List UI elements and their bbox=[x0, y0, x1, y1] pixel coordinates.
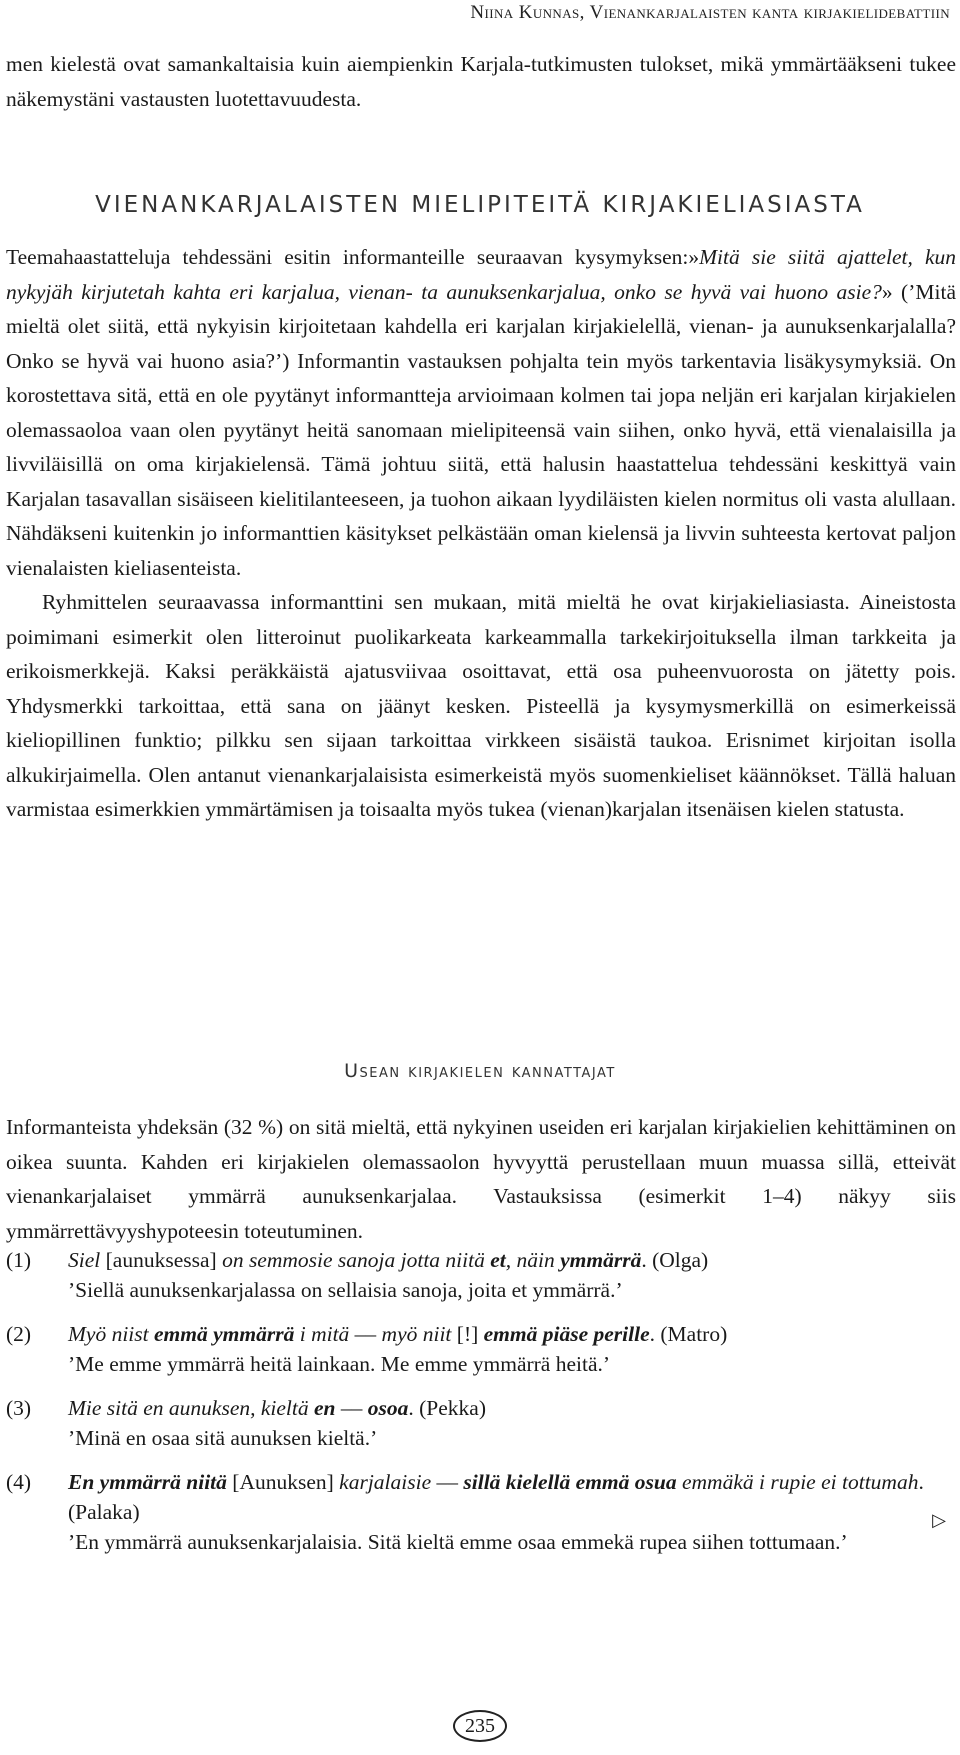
example-segment: En ymmärrä niitä bbox=[68, 1470, 227, 1494]
example-body bbox=[68, 1245, 956, 1305]
example-segment: karjalaisie –– bbox=[339, 1470, 464, 1494]
section1-paragraph-2: Ryhmittelen seuraavassa informanttini sen mukaan, mitä mieltä he ovat kirjakieliasiasta. Aineistosta poimimani esimerkit olen litteroinut puolikarkeata karkeammalla tarkekirjoituksella ilman tarkkeita ja erikoismerkkejä. Kaksi peräkkäistä ajatusviivaa osoittavat, että osa puheenvuorosta on jätetty pois. Yhdysmerkki tarkoittaa, että sana on jäänyt kesken. Pisteellä ja kysymysmerkillä on esimerkeissä kieliopillinen funktio; pilkku sen sijaan tarkoittaa virkkeen sisäistä taukoa. Erisnimet kirjoitan isolla alkukirjaimella. Olen antanut vienankarjalaisista esimerkeistä myös suomenkieliset käännökset. Tällä haluan varmistaa esimerkkien ymmärtämisen ja toisaalta myös tukea (vienan)karjalan itsenäisen kielen statusta. bbox=[6, 590, 956, 821]
example-number: (4) bbox=[6, 1470, 32, 1494]
example-segment: . (Matro) bbox=[649, 1322, 728, 1346]
section1-paragraph-1 bbox=[6, 240, 956, 585]
example-item bbox=[6, 1393, 956, 1453]
example-translation: ’Minä en osaa sitä aunuksen kieltä.’ bbox=[68, 1426, 378, 1450]
next-page-arrow-icon: ▷ bbox=[932, 1510, 946, 1530]
example-body bbox=[68, 1393, 956, 1453]
example-segment: . (Palaka) bbox=[68, 1470, 924, 1524]
question-italic: Mitä sie siitä ajattelet, kun nykyjäh kirjutetah kahta eri karjalua, vienan- ta aunuksenkarjalua, onko se hyvä vai huono asie? bbox=[6, 245, 956, 304]
example-number: (2) bbox=[6, 1322, 32, 1346]
example-segment: sillä kielellä emmä osua bbox=[463, 1470, 677, 1494]
example-segment: –– bbox=[335, 1396, 368, 1420]
example-body bbox=[68, 1319, 956, 1379]
example-segment: et bbox=[490, 1248, 506, 1272]
example-original bbox=[68, 1467, 956, 1527]
example-segment: on semmosie sanoja jotta niitä bbox=[222, 1248, 491, 1272]
example-original bbox=[68, 1319, 956, 1349]
text-run: » (’Mitä mieltä olet siitä, että nykyisin kirjoitetaan kahdella eri karjalan kirjakielellä, vienan- ja aunuksenkarjalalla? Onko se hyvä vai huono asia?’) Informantin vastauksen pohjalta tein myös tarkentavia lisäkysymyksiä. On korostettava sitä, että en ole pyytänyt informantteja arvioimaan kolmen tai jopa neljän eri karjalan kirjakielen olemassaoloa vaan olen pyytänyt heitä sanomaan mielipiteensä vain siihen, onko hyvä, että vienalaisilla ja livviläisillä on oma kirjakielensä. Tämä johtuu siitä, että halusin haastattelua tehdessäni keskittyä vain Karjalan tasavallan sisäiseen kielitilanteeseen, ja tuohon aikaan lyydiläisten kielen normitus oli vasta alullaan. Nähdäkseni kuitenkin jo informanttien käsitykset pelkästään oman kielensä ja livvin suhteesta kertovat paljon vienalaisten kieliasenteista. bbox=[6, 279, 956, 580]
example-segment: [!] bbox=[456, 1322, 484, 1346]
example-segment: . (Olga) bbox=[641, 1248, 709, 1272]
example-segment: Mie sitä en aunuksen, kieltä bbox=[68, 1396, 314, 1420]
example-original bbox=[68, 1245, 956, 1275]
page-number: 235 bbox=[453, 1710, 507, 1742]
example-translation: ’Siellä aunuksenkarjalassa on sellaisia sanoja, joita et ymmärrä.’ bbox=[68, 1278, 623, 1302]
example-item bbox=[6, 1245, 956, 1305]
example-item bbox=[6, 1319, 956, 1379]
section2-paragraph-1: Informanteista yhdeksän (32 %) on sitä mieltä, että nykyinen useiden eri karjalan kirjakielien kehittäminen on oikea suunta. Kahden eri kirjakielen olemassaolon hyvyyttä perustellaan muun muassa sillä, etteivät vienankarjalaiset ymmärrä aunuksenkarjalaa. Vastauksissa (esimerkit 1–4) näkyy siis ymmärrettävyyshypoteesin toteutuminen. bbox=[6, 1115, 956, 1243]
example-segment: i mitä –– myö niit bbox=[294, 1322, 457, 1346]
example-segment: [aunuksessa] bbox=[100, 1248, 223, 1272]
example-body bbox=[68, 1467, 956, 1557]
section-heading-2: Usean kirjakielen kannattajat bbox=[344, 1060, 616, 1082]
example-segment: emmä piäse perille bbox=[483, 1322, 650, 1346]
example-segment: ymmärrä bbox=[560, 1248, 642, 1272]
running-head: Niina Kunnas, Vienankarjalaisten kanta kirjakielidebattiin bbox=[470, 2, 950, 23]
example-segment: osoa bbox=[367, 1396, 409, 1420]
example-segment: en bbox=[314, 1396, 336, 1420]
text-run: Teemahaastatteluja tehdessäni esitin informanteille seuraavan kysymyksen:» bbox=[6, 245, 700, 269]
example-translation: ’En ymmärrä aunuksenkarjalaisia. Sitä kieltä emme osaa emmekä rupea siihen tottumaan.’ bbox=[68, 1530, 848, 1554]
example-segment: näin bbox=[516, 1248, 561, 1272]
paragraph-text: men kielestä ovat samankaltaisia kuin aiempienkin Karjala-tutkimusten tulokset, mikä ymmärtääkseni tukee näkemystäni vastausten luotettavuudesta. bbox=[6, 52, 956, 111]
section1-body bbox=[6, 240, 956, 827]
intro-paragraph bbox=[6, 47, 956, 116]
example-number: (3) bbox=[6, 1396, 32, 1420]
example-segment: [Aunuksen] bbox=[226, 1470, 340, 1494]
example-segment: Myö niist bbox=[68, 1322, 154, 1346]
example-segment: , bbox=[505, 1248, 517, 1272]
section2-body bbox=[6, 1110, 956, 1248]
example-segment: . (Pekka) bbox=[408, 1396, 486, 1420]
example-item bbox=[6, 1467, 956, 1557]
example-segment: emmä ymmärrä bbox=[154, 1322, 295, 1346]
example-number: (1) bbox=[6, 1248, 32, 1272]
example-segment: emmäkä i rupie ei tottumah bbox=[676, 1470, 919, 1494]
example-original bbox=[68, 1393, 956, 1423]
section-heading-1: VIENANKARJALAISTEN MIELIPITEITÄ KIRJAKIELIASIASTA bbox=[95, 192, 865, 218]
example-list bbox=[6, 1245, 956, 1571]
example-translation: ’Me emme ymmärrä heitä lainkaan. Me emme ymmärrä heitä.’ bbox=[68, 1352, 611, 1376]
example-segment: Siel bbox=[68, 1248, 101, 1272]
